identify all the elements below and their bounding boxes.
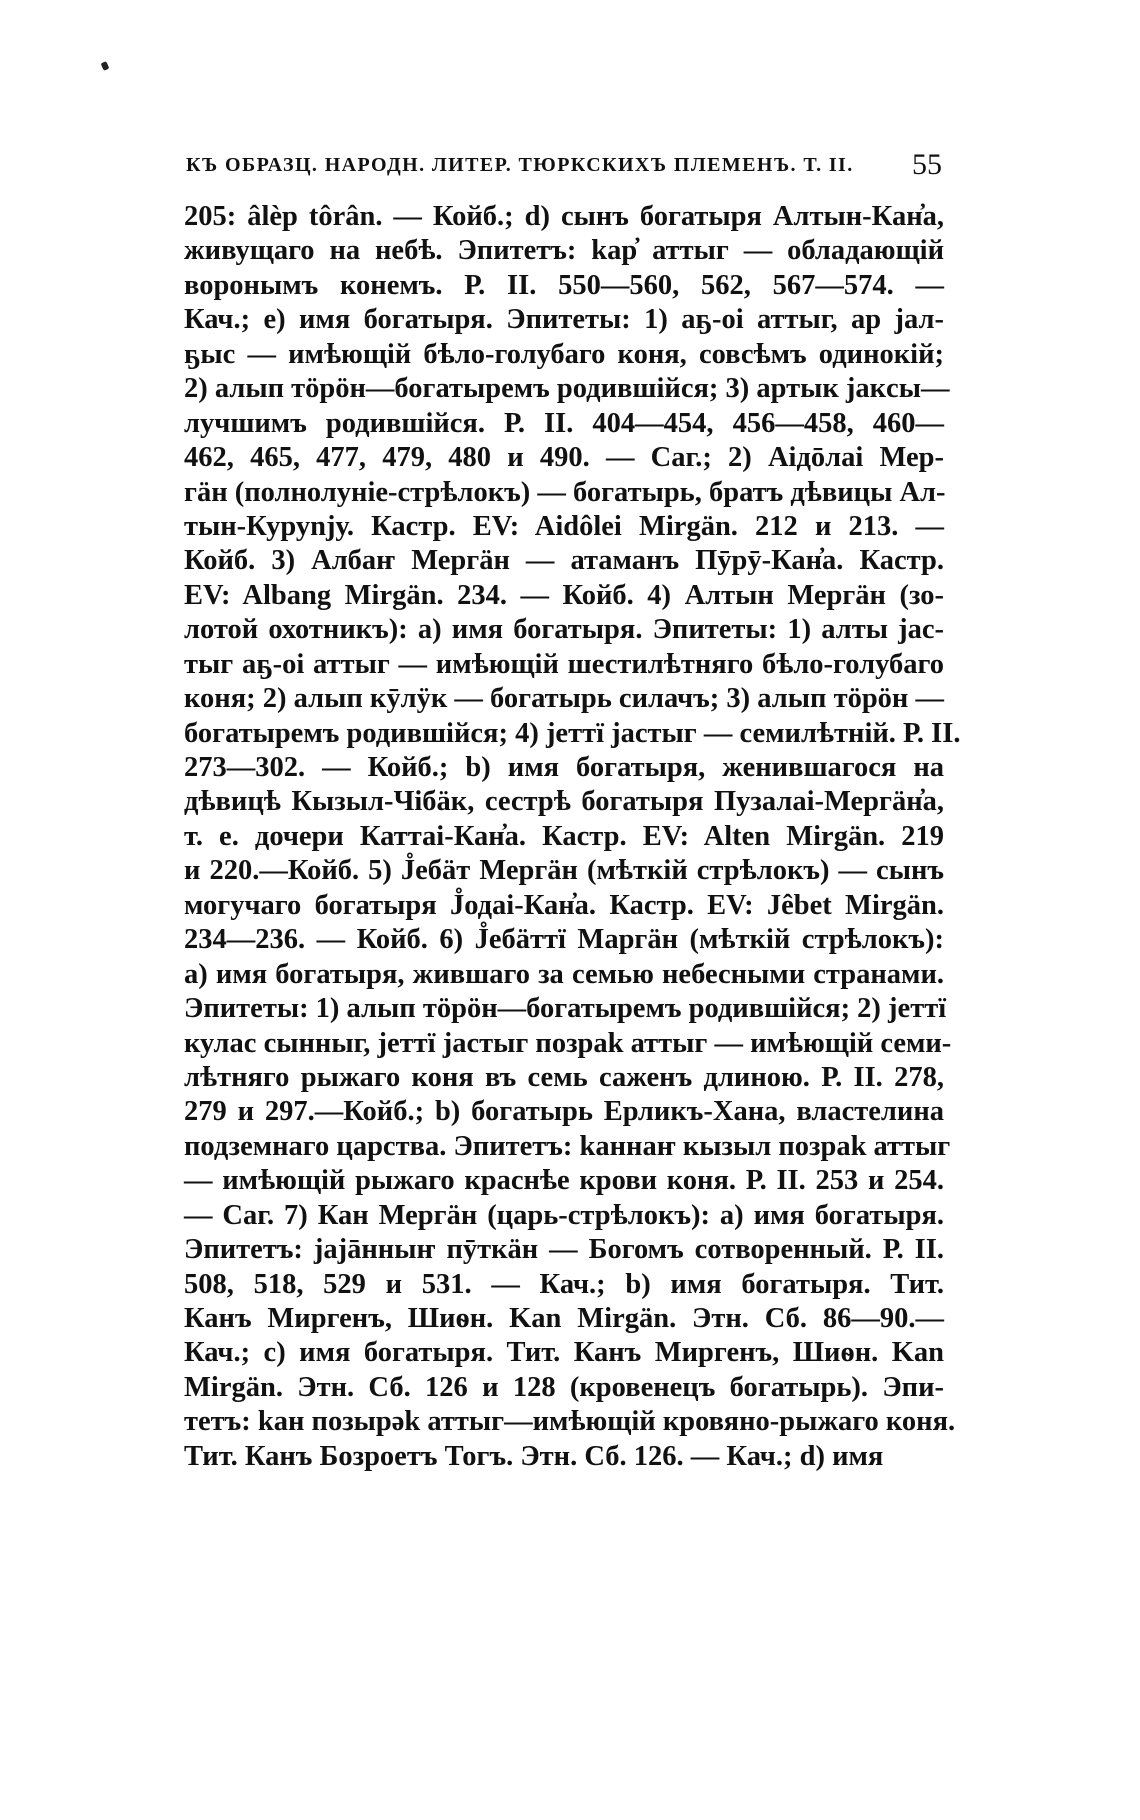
text-line: гӓн (полнолуніе-стрѣлокъ) — богатырь, братъ дѣвицы Ал- — [184, 476, 946, 508]
text-line: могучаго богатыря J̊одаі-Кан̓а. Кастр. EV: Jêbet Mirgän. — [184, 889, 944, 921]
text-line: — имѣющій рыжаго краснѣе крови коня. Р. II. 253 и 254. — [184, 1165, 944, 1197]
text-line: тыг аҕ-оі аттыг — имѣющій шестилѣтняго бѣло-голубаго — [184, 648, 944, 680]
text-line: лѣтняго рыжаго коня въ семь саженъ длиною. Р. II. 278, — [184, 1061, 944, 1093]
text-line: и 220.—Койб. 5) J̊ебӓт Мергӓн (мѣткій стрѣлокъ) — сынъ — [184, 855, 944, 887]
text-line: Кач.; е) имя богатыря. Эпитеты: 1) аҕ-оі аттыг, ар jал- — [184, 304, 944, 336]
ink-speck — [101, 61, 110, 71]
text-line: т. е. дочери Каттаі-Кан̓а. Кастр. EV: Alten Mirgän. 219 — [184, 820, 944, 852]
text-line: тын-Куруnjу. Кастр. EV: Aidôlei Mirgän. 212 и 213. — — [184, 510, 944, 542]
text-line: — Саг. 7) Кан Мергӓн (царь-стрѣлокъ): а) имя богатыря. — [184, 1199, 944, 1231]
text-body — [184, 200, 961, 1474]
text-line: Mirgän. Этн. Сб. 126 и 128 (кровенецъ богатырь). Эпи- — [184, 1371, 944, 1403]
text-line: коня; 2) алып кӯлӱк — богатырь силачъ; 3) алып тӧрӧн — — [184, 683, 944, 715]
page-header — [186, 148, 942, 188]
text-line: EV: Albang Mirgän. 234. — Койб. 4) Алтын Мергӓн (зо- — [184, 579, 944, 611]
text-line: тетъ: kан позырәk аттыг—имѣющій кровяно-рыжаго коня. — [184, 1406, 956, 1438]
text-line: 279 и 297.—Койб.; b) богатырь Ерликъ-Хана, властелина — [184, 1096, 944, 1128]
text-line: Эпитеты: 1) алып тӧрӧн—богатыремъ родившійся; 2) jеттï — [184, 993, 947, 1025]
text-line: Кач.; с) имя богатыря. Тит. Канъ Миргенъ, Шиѳн. Kan — [184, 1337, 944, 1369]
text-line: живущаго на небѣ. Эпитетъ: kар̓ аттыг — обладающій — [184, 235, 944, 267]
text-line: 508, 518, 529 и 531. — Кач.; b) имя богатыря. Тит. — [184, 1268, 944, 1300]
text-line: Канъ Миргенъ, Шиѳн. Kan Mirgän. Этн. Сб. 86—90.— — [184, 1303, 944, 1334]
text-line: Эпитетъ: jаjāнныҥ пӯткӓн — Богомъ сотворенный. Р. II. — [184, 1234, 944, 1266]
text-line: лотой охотникъ): а) имя богатыря. Эпитеты: 1) алты jас- — [184, 614, 944, 646]
running-head: КЪ ОБРАЗЦ. НАРОДН. ЛИТЕР. ТЮРКСКИХЪ ПЛЕМЕНЪ. Т. II. — [186, 154, 854, 176]
text-line: а) имя богатыря, жившаго за семью небесными странами. — [184, 958, 944, 990]
text-line: Тит. Канъ Бозроетъ Тогъ. Этн. Сб. 126. — Кач.; d) имя — [184, 1440, 884, 1472]
text-line: 2) алып тӧрӧн—богатыремъ родившійся; 3) артык jакcы— — [184, 373, 950, 405]
text-line: богатыремъ родившійся; 4) jеттï jастыг — семилѣтній. Р. II. — [184, 717, 961, 749]
text-line: кулас сынныг, jеттï jастыг позраk аттыг — имѣющій семи- — [184, 1027, 952, 1059]
text-line: 234—236. — Койб. 6) J̊ебӓттï Маргӓн (мѣткій стрѣлокъ): — [184, 924, 944, 956]
text-line: воронымъ конемъ. Р. II. 550—560, 562, 567—574. — — [184, 269, 944, 301]
text-line: подземнаго царства. Эпитетъ: kаннаҥ кызыл позраk аттыг — [184, 1130, 951, 1162]
text-line: дѣвицѣ Кызыл-Чібӓк, сестрѣ богатыря Пузалаі-Мергӓн̓а, — [184, 786, 944, 818]
text-line: Койб. 3) Албаҥ Мергӓн — атаманъ Пӯрӯ-Кан̓а. Кастр. — [184, 545, 944, 577]
page-number: 55 — [912, 148, 942, 181]
text-line: 462, 465, 477, 479, 480 и 490. — Саг.; 2) Аідōлаі Мер- — [184, 442, 944, 474]
text-line: лучшимъ родившійся. Р. II. 404—454, 456—458, 460— — [184, 407, 944, 439]
text-line: 205: âlèp tôrân. — Койб.; d) сынъ богатыря Алтын-Кан̓а, — [184, 201, 944, 232]
text-line: 273—302. — Койб.; b) имя богатыря, женившагося на — [184, 752, 944, 783]
text-line: ҕыс — имѣющій бѣло-голубаго коня, совсѣмъ одинокій; — [184, 338, 944, 370]
